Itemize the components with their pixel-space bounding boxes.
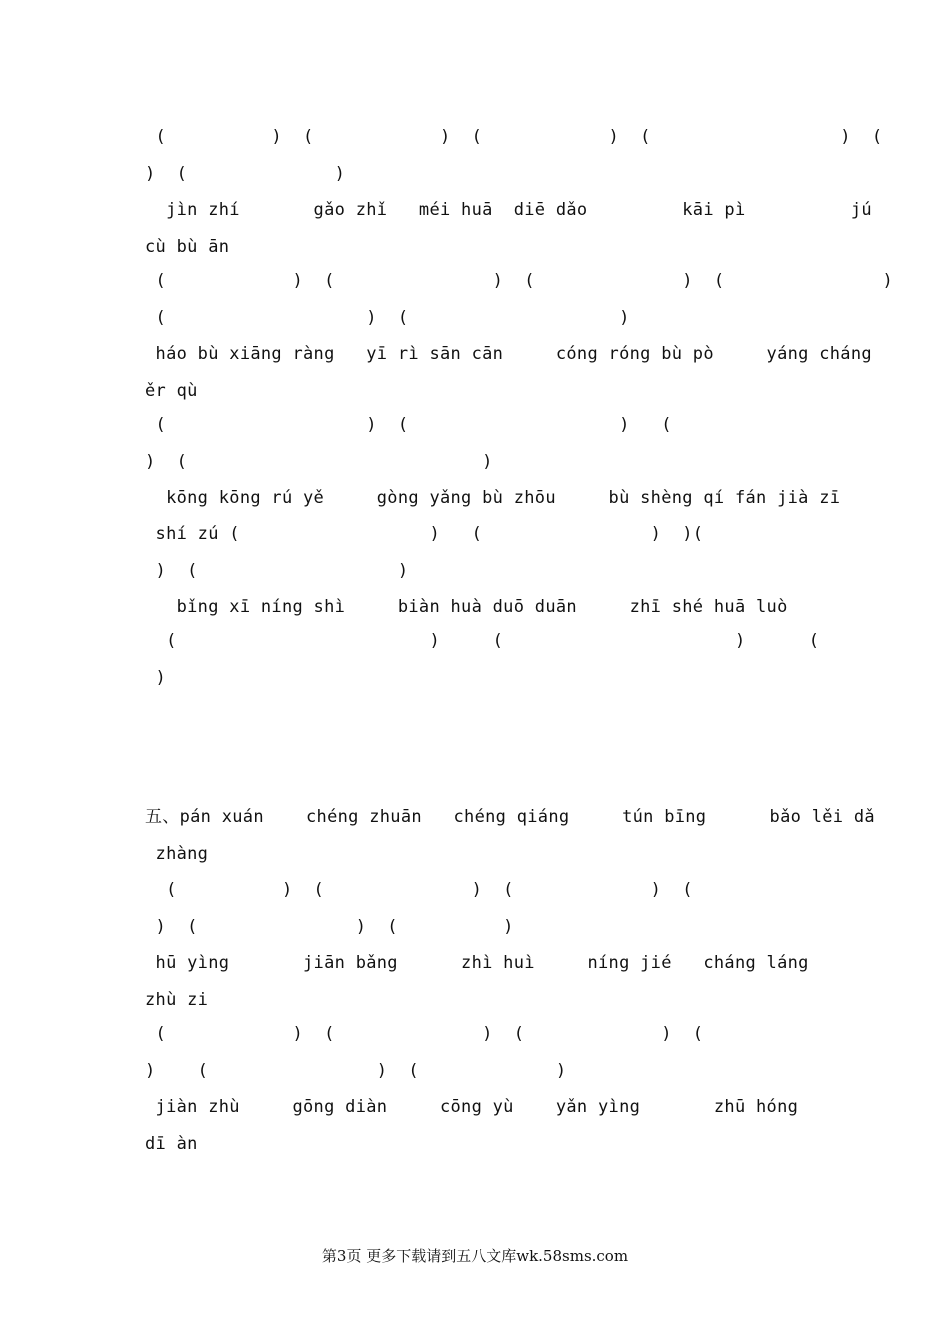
pinyin-row: cù bù ān bbox=[145, 237, 230, 257]
section-five-pinyin-row: 五、pán xuán chéng zhuān chéng qiáng tún bīng bǎo lěi dǎ bbox=[145, 807, 875, 827]
page-footer: 第3页 更多下载请到五八文库wk.58sms.com bbox=[321, 1247, 629, 1265]
pinyin-row: háo bù xiāng ràng yī rì sān cān cóng róng bù pò yáng cháng bbox=[145, 344, 872, 364]
pinyin-row: bǐng xī níng shì biàn huà duō duān zhī shé huā luò bbox=[145, 597, 788, 617]
pinyin-row: zhàng bbox=[145, 844, 209, 864]
bracket-row: ( ) ( ) ( ) ( ) ( bbox=[145, 127, 883, 147]
pinyin-row: dī àn bbox=[145, 1134, 198, 1154]
bracket-row: ( ) ( ) ( bbox=[145, 415, 672, 435]
bracket-row: ) ( ) bbox=[145, 164, 346, 184]
bracket-row: ( ) ( ) ( ) ( bbox=[145, 880, 693, 900]
bracket-row: ( ) ( ) ( ) ( bbox=[145, 1024, 704, 1044]
pinyin-row: jiàn zhù gōng diàn cōng yù yǎn yìng zhū hóng bbox=[145, 1097, 799, 1117]
bracket-row: ) ( ) bbox=[145, 452, 493, 472]
pinyin-row: hū yìng jiān bǎng zhì huì níng jié cháng láng bbox=[145, 953, 809, 973]
bracket-row: ) ( ) ( ) bbox=[145, 917, 514, 937]
bracket-row: ( ) ( ) bbox=[145, 308, 630, 328]
pinyin-row: zhù zi bbox=[145, 990, 209, 1010]
bracket-row: ( ) ( ) ( bbox=[145, 631, 820, 651]
pinyin-row: ěr qù bbox=[145, 381, 198, 401]
bracket-row: ) ( ) ( ) bbox=[145, 1061, 567, 1081]
bracket-row: ) ( ) bbox=[145, 561, 409, 581]
pinyin-row: jìn zhí gǎo zhǐ méi huā diē dǎo kāi pì jú bbox=[145, 200, 872, 220]
pinyin-row: kōng kōng rú yě gòng yǎng bù zhōu bù shèng qí fán jià zī bbox=[145, 488, 841, 508]
bracket-row: ( ) ( ) ( ) ( ) bbox=[145, 271, 893, 291]
pinyin-row: shí zú ( ) ( ) )( bbox=[145, 524, 704, 544]
bracket-row: ) bbox=[145, 668, 167, 688]
